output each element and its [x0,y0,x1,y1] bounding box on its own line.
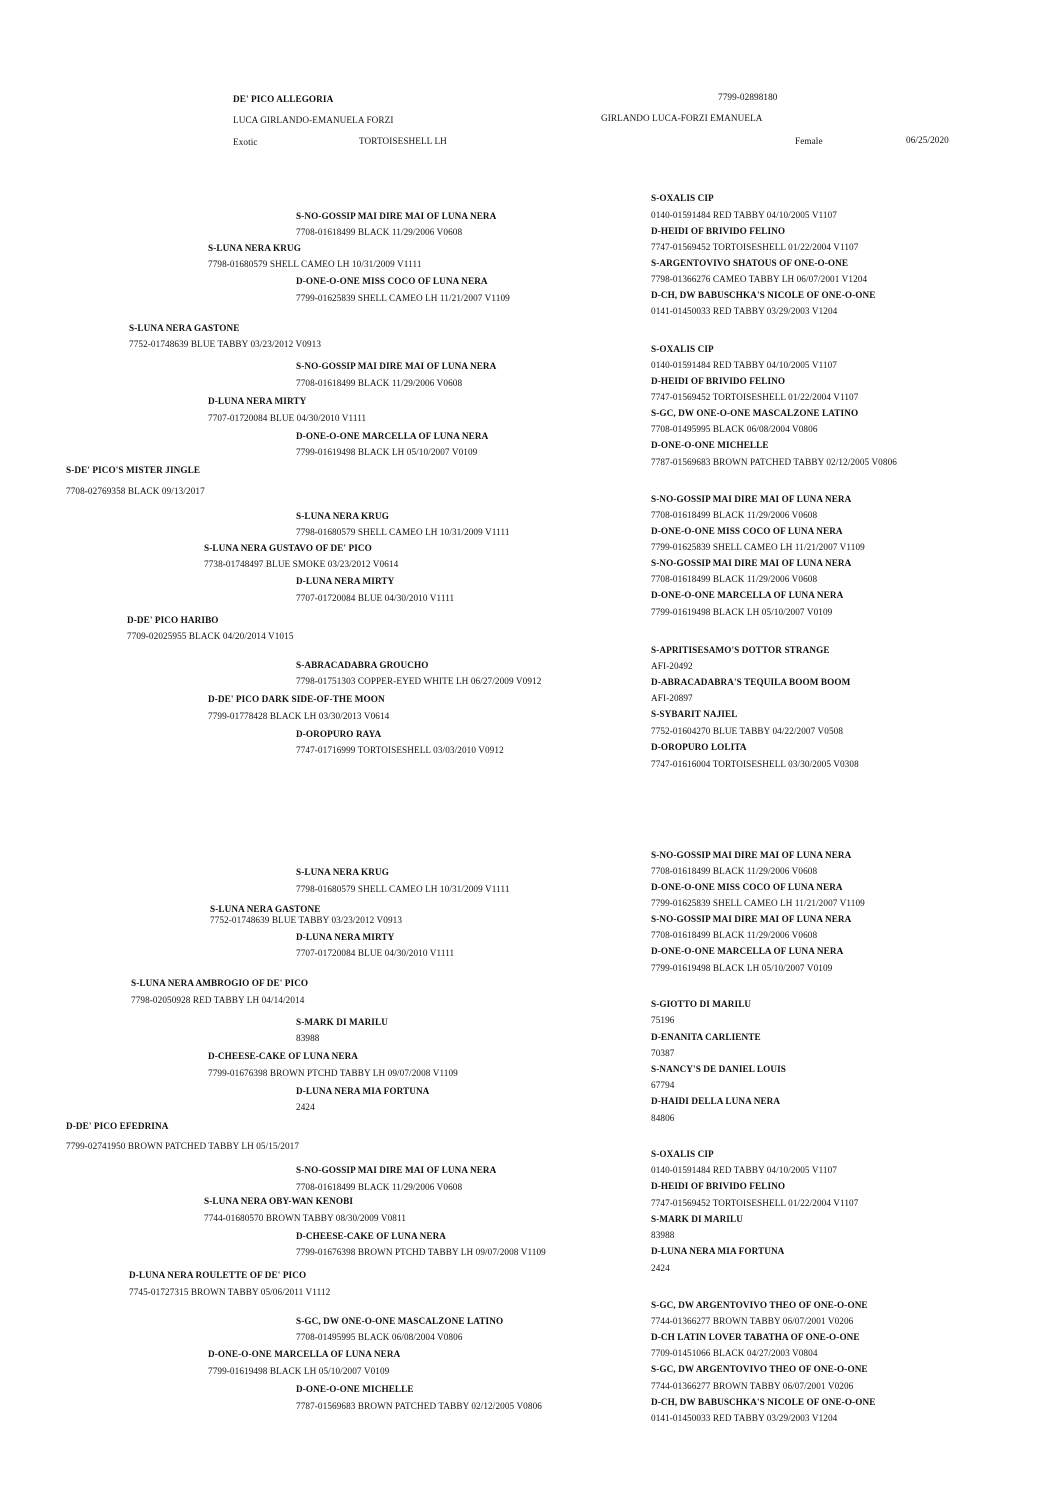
ancestor-name: S-APRITISESAMO'S DOTTOR STRANGE [651,645,830,655]
ancestor-info: 7744-01366277 BROWN TABBY 06/07/2001 V0206 [651,1316,854,1326]
ancestor-name: D-ONE-O-ONE MICHELLE [651,440,769,450]
ancestor-info: 7799-01625839 SHELL CAMEO LH 11/21/2007 V1109 [651,542,865,552]
ancestor-name: S-OXALIS CIP [651,1149,714,1159]
ancestor-info: 0140-01591484 RED TABBY 04/10/2005 V1107 [651,360,837,370]
ancestor-name: D-OROPURO LOLITA [651,742,747,752]
ancestor-name: D-DE' PICO DARK SIDE-OF-THE MOON [208,694,385,704]
ancestor-name: S-OXALIS CIP [651,193,714,203]
ancestor-info: 2424 [651,1263,670,1273]
ancestor-name: D-ABRACADABRA'S TEQUILA BOOM BOOM [651,677,851,687]
ancestor-name: D-ONE-O-ONE MARCELLA OF LUNA NERA [208,1349,401,1359]
ancestor-name: S-NO-GOSSIP MAI DIRE MAI OF LUNA NERA [296,211,497,221]
sire-info: 7708-02769358 BLACK 09/13/2017 [66,486,205,496]
ancestor-info: 7798-01680579 SHELL CAMEO LH 10/31/2009 V1111 [208,259,422,269]
registration-number: 7799-02898180 [718,92,778,102]
ancestor-name: D-LUNA NERA MIA FORTUNA [651,1246,785,1256]
ancestor-info: 7787-01569683 BROWN PATCHED TABBY 02/12/2005 V0806 [651,457,897,467]
ancestor-name: D-HAIDI DELLA LUNA NERA [651,1096,781,1106]
ancestor-info: 7747-01716999 TORTOISESHELL 03/03/2010 V0912 [296,745,504,755]
ancestor-info: 7708-01618499 BLACK 11/29/2006 V0608 [651,930,818,940]
ancestor-name: S-LUNA NERA KRUG [208,243,301,253]
ancestor-info: 7798-01680579 SHELL CAMEO LH 10/31/2009 V1111 [296,884,510,894]
ancestor-info: 2424 [296,1102,315,1112]
ancestor-info: 7798-01366276 CAMEO TABBY LH 06/07/2001 V1204 [651,274,868,284]
ancestor-info: 7707-01720084 BLUE 04/30/2010 V1111 [296,593,455,603]
breed: Exotic [233,137,258,147]
ancestor-info: 7799-01676398 BROWN PTCHD TABBY LH 09/07/2008 V1109 [208,1068,458,1078]
dam-name: D-DE' PICO EFEDRINA [66,1121,169,1131]
ancestor-name: D-ONE-O-ONE MARCELLA OF LUNA NERA [651,590,844,600]
ancestor-info: 7747-01616004 TORTOISESHELL 03/30/2005 V0308 [651,759,859,769]
ancestor-info: 7708-01618499 BLACK 11/29/2006 V0608 [651,574,818,584]
ancestor-info: AFI-20492 [651,661,693,671]
ancestor-name: S-NANCY'S DE DANIEL LOUIS [651,1064,786,1074]
ancestor-info: AFI-20897 [651,693,693,703]
ancestor-info: 7708-01618499 BLACK 11/29/2006 V0608 [296,1182,463,1192]
ancestor-info: 7787-01569683 BROWN PATCHED TABBY 02/12/2005 V0806 [296,1401,542,1411]
ancestor-name: S-LUNA NERA GASTONE [129,323,240,333]
ancestor-name: S-NO-GOSSIP MAI DIRE MAI OF LUNA NERA [651,850,852,860]
ancestor-info: 7745-01727315 BROWN TABBY 05/06/2011 V1112 [129,1287,331,1297]
ancestor-name: D-DE' PICO HARIBO [127,615,219,625]
ancestor-info: 7708-01618499 BLACK 11/29/2006 V0608 [651,866,818,876]
ancestor-name: D-LUNA NERA MIRTY [208,396,307,406]
ancestor-info: 7708-01618499 BLACK 11/29/2006 V0608 [296,227,463,237]
ancestor-name: D-ONE-O-ONE MISS COCO OF LUNA NERA [651,526,843,536]
ancestor-name: S-LUNA NERA OBY-WAN KENOBI [204,1196,354,1206]
ancestor-name: D-ONE-O-ONE MARCELLA OF LUNA NERA [651,946,844,956]
ancestor-info: 7747-01569452 TORTOISESHELL 01/22/2004 V1107 [651,392,859,402]
sire-name: S-DE' PICO'S MISTER JINGLE [66,465,201,475]
ancestor-info: 0141-01450033 RED TABBY 03/29/2003 V1204 [651,306,838,316]
ancestor-info: 7799-01619498 BLACK LH 05/10/2007 V0109 [651,963,833,973]
ancestor-info: 7799-01619498 BLACK LH 05/10/2007 V0109 [208,1366,390,1376]
ancestor-name: S-ARGENTOVIVO SHATOUS OF ONE-O-ONE [651,258,849,268]
ancestor-name: S-GIOTTO DI MARILU [651,999,752,1009]
ancestor-name: S-OXALIS CIP [651,344,714,354]
ancestor-info: 83988 [651,1230,675,1240]
ancestor-name: S-NO-GOSSIP MAI DIRE MAI OF LUNA NERA [651,494,852,504]
ancestor-name: S-LUNA NERA KRUG [296,867,389,877]
ancestor-name: S-GC, DW ARGENTOVIVO THEO OF ONE-O-ONE [651,1364,868,1374]
ancestor-name: D-CH, DW BABUSCHKA'S NICOLE OF ONE-O-ONE [651,290,876,300]
ancestor-info: 7752-01748639 BLUE TABBY 03/23/2012 V0913 [129,339,322,349]
ancestor-info: 7799-01778428 BLACK LH 03/30/2013 V0614 [208,711,390,721]
ancestor-info: 7799-01676398 BROWN PTCHD TABBY LH 09/07/2008 V1109 [296,1247,546,1257]
cat-name: DE' PICO ALLEGORIA [233,94,334,104]
ancestor-name: D-ENANITA CARLIENTE [651,1032,761,1042]
cat-sex: Female [795,136,823,146]
ancestor-name: D-ONE-O-ONE MICHELLE [296,1384,414,1394]
ancestor-info: 0140-01591484 RED TABBY 04/10/2005 V1107 [651,210,837,220]
ancestor-name: D-HEIDI OF BRIVIDO FELINO [651,226,786,236]
dam-info: 7799-02741950 BROWN PATCHED TABBY LH 05/15/2017 [66,1141,300,1151]
ancestor-info: 83988 [296,1033,320,1043]
ancestor-name: D-CHEESE-CAKE OF LUNA NERA [208,1051,359,1061]
ancestor-name: S-MARK DI MARILU [296,1017,388,1027]
ancestor-info: 7708-01495995 BLACK 06/08/2004 V0806 [296,1332,463,1342]
ancestor-info: 7752-01748639 BLUE TABBY 03/23/2012 V0913 [210,915,403,925]
ancestor-name: D-OROPURO RAYA [296,729,382,739]
ancestor-name: D-ONE-O-ONE MISS COCO OF LUNA NERA [296,276,488,286]
ancestor-name: D-HEIDI OF BRIVIDO FELINO [651,376,786,386]
ancestor-name: S-GC, DW ONE-O-ONE MASCALZONE LATINO [651,408,859,418]
ancestor-name: S-NO-GOSSIP MAI DIRE MAI OF LUNA NERA [296,361,497,371]
ancestor-name: S-LUNA NERA AMBROGIO OF DE' PICO [131,978,309,988]
owner-name: GIRLANDO LUCA-FORZI EMANUELA [601,113,763,123]
ancestor-info: 7738-01748497 BLUE SMOKE 03/23/2012 V0614 [204,559,399,569]
ancestor-name: S-SYBARIT NAJIEL [651,709,738,719]
ancestor-name: D-CHEESE-CAKE OF LUNA NERA [296,1231,447,1241]
ancestor-name: S-GC, DW ONE-O-ONE MASCALZONE LATINO [296,1316,504,1326]
ancestor-info: 75196 [651,1015,675,1025]
ancestor-info: 7709-01451066 BLACK 04/27/2003 V0804 [651,1348,818,1358]
ancestor-info: 7709-02025955 BLACK 04/20/2014 V1015 [127,631,294,641]
ancestor-info: 7708-01618499 BLACK 11/29/2006 V0608 [651,510,818,520]
ancestor-info: 84806 [651,1113,675,1123]
ancestor-name: S-MARK DI MARILU [651,1214,743,1224]
ancestor-name: S-NO-GOSSIP MAI DIRE MAI OF LUNA NERA [651,914,852,924]
ancestor-name: S-LUNA NERA GUSTAVO OF DE' PICO [204,543,372,553]
ancestor-info: 7707-01720084 BLUE 04/30/2010 V1111 [208,413,367,423]
ancestor-name: S-GC, DW ARGENTOVIVO THEO OF ONE-O-ONE [651,1300,868,1310]
ancestor-name: D-LUNA NERA MIRTY [296,576,395,586]
ancestor-info: 7798-01680579 SHELL CAMEO LH 10/31/2009 V1111 [296,527,510,537]
ancestor-name: D-LUNA NERA ROULETTE OF DE' PICO [129,1270,307,1280]
ancestor-info: 70387 [651,1048,675,1058]
ancestor-info: 67794 [651,1080,675,1090]
ancestor-name: D-LUNA NERA MIA FORTUNA [296,1086,430,1096]
ancestor-name: D-ONE-O-ONE MARCELLA OF LUNA NERA [296,431,489,441]
ancestor-name: S-LUNA NERA GASTONE [210,904,321,914]
breeder-name: LUCA GIRLANDO-EMANUELA FORZI [233,115,394,125]
ancestor-info: 7798-01751303 COPPER-EYED WHITE LH 06/27/2009 V0912 [296,676,542,686]
ancestor-name: D-ONE-O-ONE MISS COCO OF LUNA NERA [651,882,843,892]
ancestor-name: S-ABRACADABRA GROUCHO [296,660,429,670]
ancestor-name: S-LUNA NERA KRUG [296,511,389,521]
ancestor-info: 7744-01366277 BROWN TABBY 06/07/2001 V0206 [651,1381,854,1391]
ancestor-info: 7708-01495995 BLACK 06/08/2004 V0806 [651,424,818,434]
ancestor-info: 7799-01625839 SHELL CAMEO LH 11/21/2007 V1109 [296,293,510,303]
ancestor-name: S-NO-GOSSIP MAI DIRE MAI OF LUNA NERA [651,558,852,568]
ancestor-info: 7798-02050928 RED TABBY LH 04/14/2014 [131,995,305,1005]
ancestor-name: D-CH, DW BABUSCHKA'S NICOLE OF ONE-O-ONE [651,1397,876,1407]
ancestor-info: 7799-01619498 BLACK LH 05/10/2007 V0109 [296,447,478,457]
ancestor-name: D-CH LATIN LOVER TABATHA OF ONE-O-ONE [651,1332,860,1342]
cat-color: TORTOISESHELL LH [359,136,447,146]
ancestor-info: 7708-01618499 BLACK 11/29/2006 V0608 [296,378,463,388]
ancestor-info: 0140-01591484 RED TABBY 04/10/2005 V1107 [651,1165,837,1175]
ancestor-info: 7744-01680570 BROWN TABBY 08/30/2009 V0811 [204,1213,407,1223]
birth-date: 06/25/2020 [906,135,949,145]
ancestor-info: 0141-01450033 RED TABBY 03/29/2003 V1204 [651,1413,838,1423]
ancestor-info: 7747-01569452 TORTOISESHELL 01/22/2004 V1107 [651,1198,859,1208]
ancestor-info: 7752-01604270 BLUE TABBY 04/22/2007 V0508 [651,726,844,736]
ancestor-name: D-HEIDI OF BRIVIDO FELINO [651,1181,786,1191]
ancestor-info: 7799-01625839 SHELL CAMEO LH 11/21/2007 V1109 [651,898,865,908]
ancestor-name: D-LUNA NERA MIRTY [296,932,395,942]
ancestor-info: 7799-01619498 BLACK LH 05/10/2007 V0109 [651,607,833,617]
ancestor-name: S-NO-GOSSIP MAI DIRE MAI OF LUNA NERA [296,1165,497,1175]
ancestor-info: 7707-01720084 BLUE 04/30/2010 V1111 [296,948,455,958]
ancestor-info: 7747-01569452 TORTOISESHELL 01/22/2004 V1107 [651,242,859,252]
